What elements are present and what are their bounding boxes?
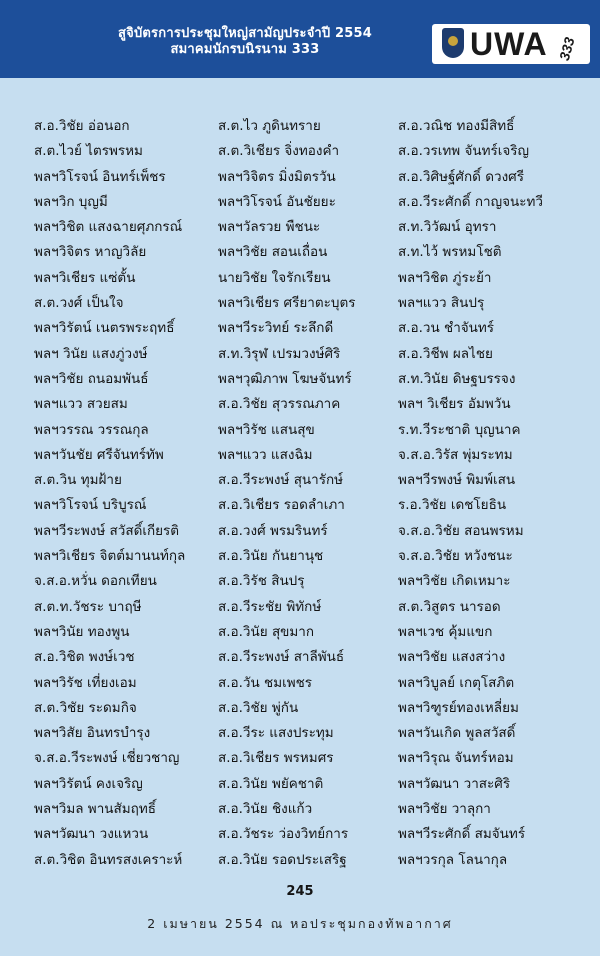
member-name: พลฯแวว แสงฉิม bbox=[218, 446, 313, 463]
member-name: พลฯวิจิตร หาญวิลัย bbox=[34, 244, 147, 261]
shield-emblem-icon bbox=[442, 28, 464, 58]
member-name: ร.อ.วิชัย เดชโยธิน bbox=[398, 497, 507, 514]
member-name: จ.ส.อ.วิรัส พุ่มระทม bbox=[398, 446, 513, 463]
member-name: พลฯวีระวิทย์ ระลึกดี bbox=[218, 320, 334, 337]
member-name: ร.ท.วีระชาติ บุญนาค bbox=[398, 421, 521, 438]
member-name: พลฯวุฒิภาพ โฆษจันทร์ bbox=[218, 370, 352, 387]
member-name: พลฯวินัย ทองพูน bbox=[34, 623, 130, 640]
member-name: ส.อ.วินัย ชิงแก้ว bbox=[218, 801, 313, 818]
member-name: พลฯวิรัช แสนสุข bbox=[218, 421, 315, 438]
member-name: ส.อ.วิชัย อ่อนอก bbox=[34, 118, 130, 134]
name-column-3 bbox=[398, 114, 543, 873]
member-name: ส.ท.วินัย ดิษฐบรรจง bbox=[398, 370, 516, 387]
member-name: ส.อ.วิเชียร พรหมศร bbox=[218, 750, 334, 767]
member-name: พลฯวีระศักดิ์ สมจันทร์ bbox=[398, 826, 526, 843]
member-name: พลฯวิรัตน์ คงเจริญ bbox=[34, 775, 143, 792]
member-name: ส.ท.วิรุฬ เปรมวงษ์ศิริ bbox=[218, 345, 341, 362]
member-name: พลฯวิจิตร มิ่งมิตรวัน bbox=[218, 168, 336, 185]
member-name: พลฯวิเชียร แซ่ตั้น bbox=[34, 269, 136, 286]
member-name: ส.อ.วีระ แสงประทุม bbox=[218, 725, 334, 742]
member-name: ส.อ.วีระพงษ์ สาลีพันธ์ bbox=[218, 649, 345, 666]
member-name: พลฯวิรุณ จันทร์หอม bbox=[398, 750, 514, 767]
logo-number: 333 bbox=[556, 35, 578, 63]
member-name: พลฯวิชัย แสงสว่าง bbox=[398, 649, 506, 666]
member-name: ส.ต.วิชัย ระดมกิจ bbox=[34, 699, 137, 716]
member-name: พลฯวิฑูรย์ทองเหลี่ยม bbox=[398, 699, 519, 716]
member-name: ส.อ.วินัย สุขมาก bbox=[218, 623, 315, 640]
member-name: พลฯ วินัย แสงภู่วงษ์ bbox=[34, 345, 148, 362]
member-name: ส.อ.วัชระ ว่องวิทย์การ bbox=[218, 826, 349, 843]
member-name: พลฯวิชัย สอนเถื่อน bbox=[218, 244, 328, 261]
member-name: พลฯวรรณ วรรณกุล bbox=[34, 421, 149, 438]
member-name: ส.ต.วิสูตร นารอด bbox=[398, 598, 501, 615]
member-name: ส.ต.วงศ์ เป็นใจ bbox=[34, 295, 124, 312]
member-name: พลฯวัฒนา วาสะศิริ bbox=[398, 775, 511, 792]
member-name: ส.ท.วิวัฒน์ อุทรา bbox=[398, 219, 497, 236]
member-name: พลฯวิเชียร ศรียาตะบุตร bbox=[218, 295, 356, 312]
member-name: ส.อ.วีระชัย พิทักษ์ bbox=[218, 598, 322, 615]
member-name: พลฯวิชิต แสงฉายศุภกรณ์ bbox=[34, 219, 183, 236]
page-header bbox=[0, 0, 600, 78]
member-name: พลฯวิโรจน์ อันชัยยะ bbox=[218, 193, 336, 210]
member-list bbox=[0, 78, 600, 898]
member-name: พลฯวิก บุญมี bbox=[34, 193, 108, 210]
member-name: พลฯวิเชียร จิตต์มานนท์กุล bbox=[34, 548, 186, 565]
member-name: พลฯแวว สินปรุ bbox=[398, 295, 485, 312]
member-name: ส.อ.วิเชียร รอดลำเภา bbox=[218, 497, 345, 514]
member-name: พลฯวิมล พานสัมฤทธิ์ bbox=[34, 801, 156, 818]
member-name: พลฯวิโรจน์ อินทร์เพ็ชร bbox=[34, 168, 166, 185]
member-name: พลฯวันเกิด พูลสวัสดิ์ bbox=[398, 725, 516, 742]
member-name: พลฯวิชัย วาลุกา bbox=[398, 801, 491, 818]
member-name: ส.อ.วิชีพ ผลไชย bbox=[398, 345, 493, 362]
member-name: พลฯวัฒนา วงแหวน bbox=[34, 826, 149, 843]
member-name: พลฯแวว สวยสม bbox=[34, 396, 128, 413]
member-name: ส.อ.วิชัย พู่กัน bbox=[218, 699, 299, 716]
name-column-1 bbox=[34, 114, 185, 873]
member-name: ส.ต.วิน ทุมฝ้าย bbox=[34, 472, 122, 489]
member-name: ส.อ.วงศ์ พรมรินทร์ bbox=[218, 522, 328, 539]
member-name: พลฯวิบูลย์ เกตุโสภิต bbox=[398, 674, 515, 691]
member-name: พลฯวิสัย อินทรบำรุง bbox=[34, 725, 151, 742]
member-name: นายวิชัย ใจรักเรียน bbox=[218, 269, 331, 286]
member-name: ส.อ.วิรัช สินปรุ bbox=[218, 573, 305, 590]
member-name: ส.ต.วิเชียร จิ่งทองคำ bbox=[218, 143, 340, 160]
member-name: พลฯวิโรจน์ บริบูรณ์ bbox=[34, 497, 147, 514]
member-name: ส.อ.วน ชำจันทร์ bbox=[398, 320, 495, 337]
footer-text: 2 เมษายน 2554 ณ หอประชุมกองทัพอากาศ bbox=[147, 916, 453, 931]
member-name: ส.ต.ไว ภูดินทราย bbox=[218, 118, 321, 134]
member-name: ส.ต.ท.วัชระ บาฤษี bbox=[34, 598, 142, 615]
member-name: ส.อ.วรเทพ จันทร์เจริญ bbox=[398, 143, 530, 160]
member-name: พลฯวิรัช เที่ยงเอม bbox=[34, 674, 137, 691]
member-name: พลฯวิชัย ถนอมพันธ์ bbox=[34, 370, 149, 387]
member-name: พลฯวิชัย เกิดเหมาะ bbox=[398, 573, 511, 590]
header-title bbox=[110, 26, 380, 58]
page-number: 245 bbox=[286, 884, 314, 899]
member-name: พลฯวีรพงษ์ พิมพ์เสน bbox=[398, 472, 516, 489]
member-name: ส.อ.วินัย พยัคชาติ bbox=[218, 775, 324, 792]
member-name: พลฯวรกุล โลนากุล bbox=[398, 851, 508, 868]
uwa-logo bbox=[432, 24, 590, 64]
member-name: ส.ต.ไวย์ ไตรพรหม bbox=[34, 143, 143, 160]
member-name: ส.ท.ไว้ พรหมโชติ bbox=[398, 244, 502, 261]
member-name: จ.ส.อ.วิชัย สอนพรหม bbox=[398, 522, 524, 539]
logo-text: UWA bbox=[470, 26, 548, 62]
member-name: ส.อ.วินัย กันยานุช bbox=[218, 548, 324, 565]
header-title-line2: สมาคมนักรบนิรนาม 333 bbox=[170, 42, 320, 57]
member-name: จ.ส.อ.วิชัย หวังชนะ bbox=[398, 548, 513, 565]
member-name: พลฯเวช คุ้มแขก bbox=[398, 623, 493, 640]
member-name: ส.อ.วีระพงษ์ สุนารักษ์ bbox=[218, 472, 344, 489]
member-name: ส.อ.วินัย รอดประเสริฐ bbox=[218, 851, 347, 868]
member-name: จ.ส.อ.วีระพงษ์ เชี่ยวชาญ bbox=[34, 750, 180, 767]
member-name: ส.อ.วิชัย สุวรรณภาค bbox=[218, 396, 341, 413]
member-name: พลฯวันชัย ศรีจันทร์ทัพ bbox=[34, 446, 164, 463]
member-name: ส.อ.วัน ชมเพชร bbox=[218, 674, 313, 691]
member-name: ส.ต.วิชิต อินทรสงเคราะห์ bbox=[34, 851, 183, 868]
member-name: พลฯวิชิต ภู่ระย้า bbox=[398, 269, 492, 286]
member-name: จ.ส.อ.หวั่น ดอกเทียน bbox=[34, 573, 157, 590]
member-name: ส.อ.วณิช ทองมีสิทธิ์ bbox=[398, 118, 515, 134]
member-name: ส.อ.วีระศักดิ์ กาญจนะทวี bbox=[398, 193, 543, 210]
member-name: ส.อ.วิชิต พงษ์เวช bbox=[34, 649, 135, 666]
member-name: ส.อ.วิศิษฐ์ศักดิ์ ดวงศรี bbox=[398, 168, 524, 185]
header-title-line1: สูจิบัตรการประชุมใหญ่สามัญประจำปี 2554 bbox=[118, 26, 372, 41]
member-name: พลฯวิรัตน์ เนตรพระฤทธิ์ bbox=[34, 320, 175, 337]
name-column-2 bbox=[218, 114, 355, 873]
member-name: พลฯวีระพงษ์ สวัสดิ์เกียรติ bbox=[34, 522, 180, 539]
member-name: พลฯวัลรวย พืชนะ bbox=[218, 219, 321, 236]
member-name: พลฯ วิเชียร อัมพวัน bbox=[398, 396, 511, 413]
